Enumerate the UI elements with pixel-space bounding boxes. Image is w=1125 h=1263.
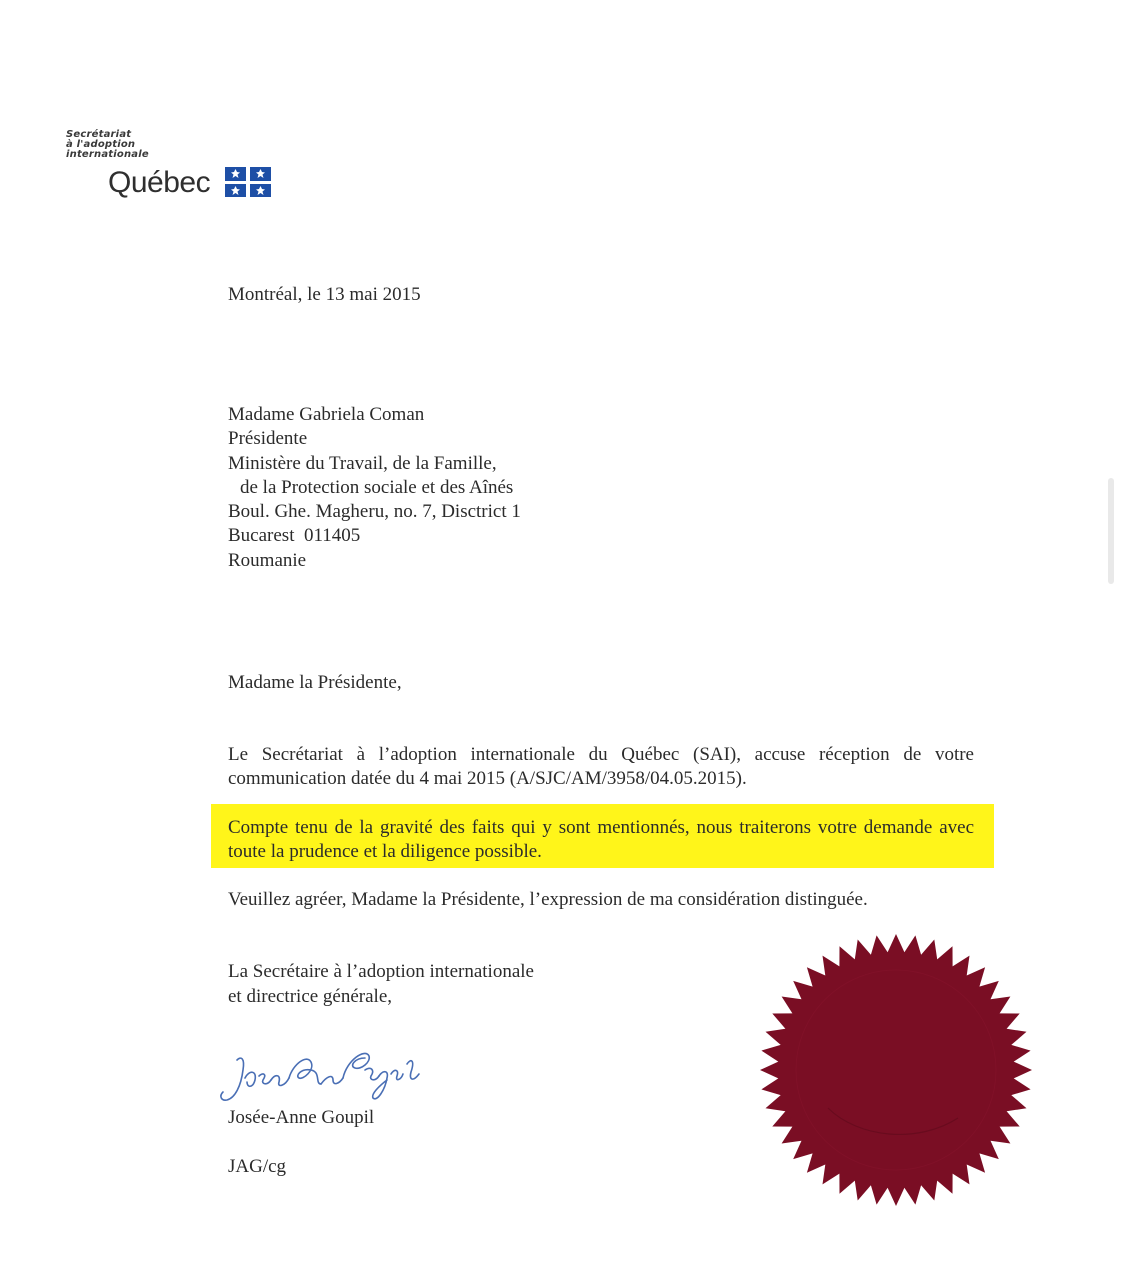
salutation: Madame la Présidente, bbox=[228, 672, 402, 693]
scrollbar-thumb[interactable] bbox=[1108, 478, 1114, 584]
logo-org-line-2: à l'adoption bbox=[66, 139, 136, 150]
logo-org-line-3: internationale bbox=[66, 149, 149, 160]
recipient-org-line-1: Ministère du Travail, de la Famille, bbox=[228, 453, 497, 474]
closing-formula: Veuillez agréer, Madame la Présidente, l’expression de ma considération distinguée. bbox=[228, 889, 868, 910]
logo-org-line-1: Secrétariat bbox=[66, 129, 132, 140]
recipient-title: Présidente bbox=[228, 428, 308, 449]
seal-shape bbox=[760, 934, 1032, 1206]
logo-organization-name bbox=[66, 130, 149, 160]
signatory-title-line-1: La Secrétaire à l’adoption internationale bbox=[228, 961, 534, 982]
paragraph-acknowledgement: Le Secrétariat à l’adoption internationale du Québec (SAI), accuse réception de votre communication datée du 4 mai 2015 (A/SJC/AM/3958/04.05.2015). bbox=[228, 744, 974, 789]
recipient-country: Roumanie bbox=[228, 550, 307, 571]
quebec-logo bbox=[66, 130, 286, 210]
recipient-city: Bucarest 011405 bbox=[228, 525, 361, 546]
logo-wordmark: Québec bbox=[108, 166, 211, 199]
recipient-name: Madame Gabriela Coman bbox=[228, 404, 425, 425]
recipient-org-line-2: de la Protection sociale et des Aînés bbox=[240, 477, 514, 498]
red-seal-icon bbox=[758, 932, 1034, 1208]
date-line: Montréal, le 13 mai 2015 bbox=[228, 284, 421, 305]
signatory-title-line-2: et directrice générale, bbox=[228, 986, 393, 1007]
signatory-name: Josée-Anne Goupil bbox=[228, 1107, 375, 1128]
paragraph-highlighted: Compte tenu de la gravité des faits qui y sont mentionnés, nous traiterons votre demande avec toute la prudence et la diligence possible. bbox=[228, 817, 974, 862]
recipient-street: Boul. Ghe. Magheru, no. 7, Disctrict 1 bbox=[228, 501, 521, 522]
quebec-flag-icon bbox=[224, 166, 272, 198]
handwritten-signature bbox=[215, 1040, 445, 1110]
reference-initials: JAG/cg bbox=[228, 1156, 287, 1177]
